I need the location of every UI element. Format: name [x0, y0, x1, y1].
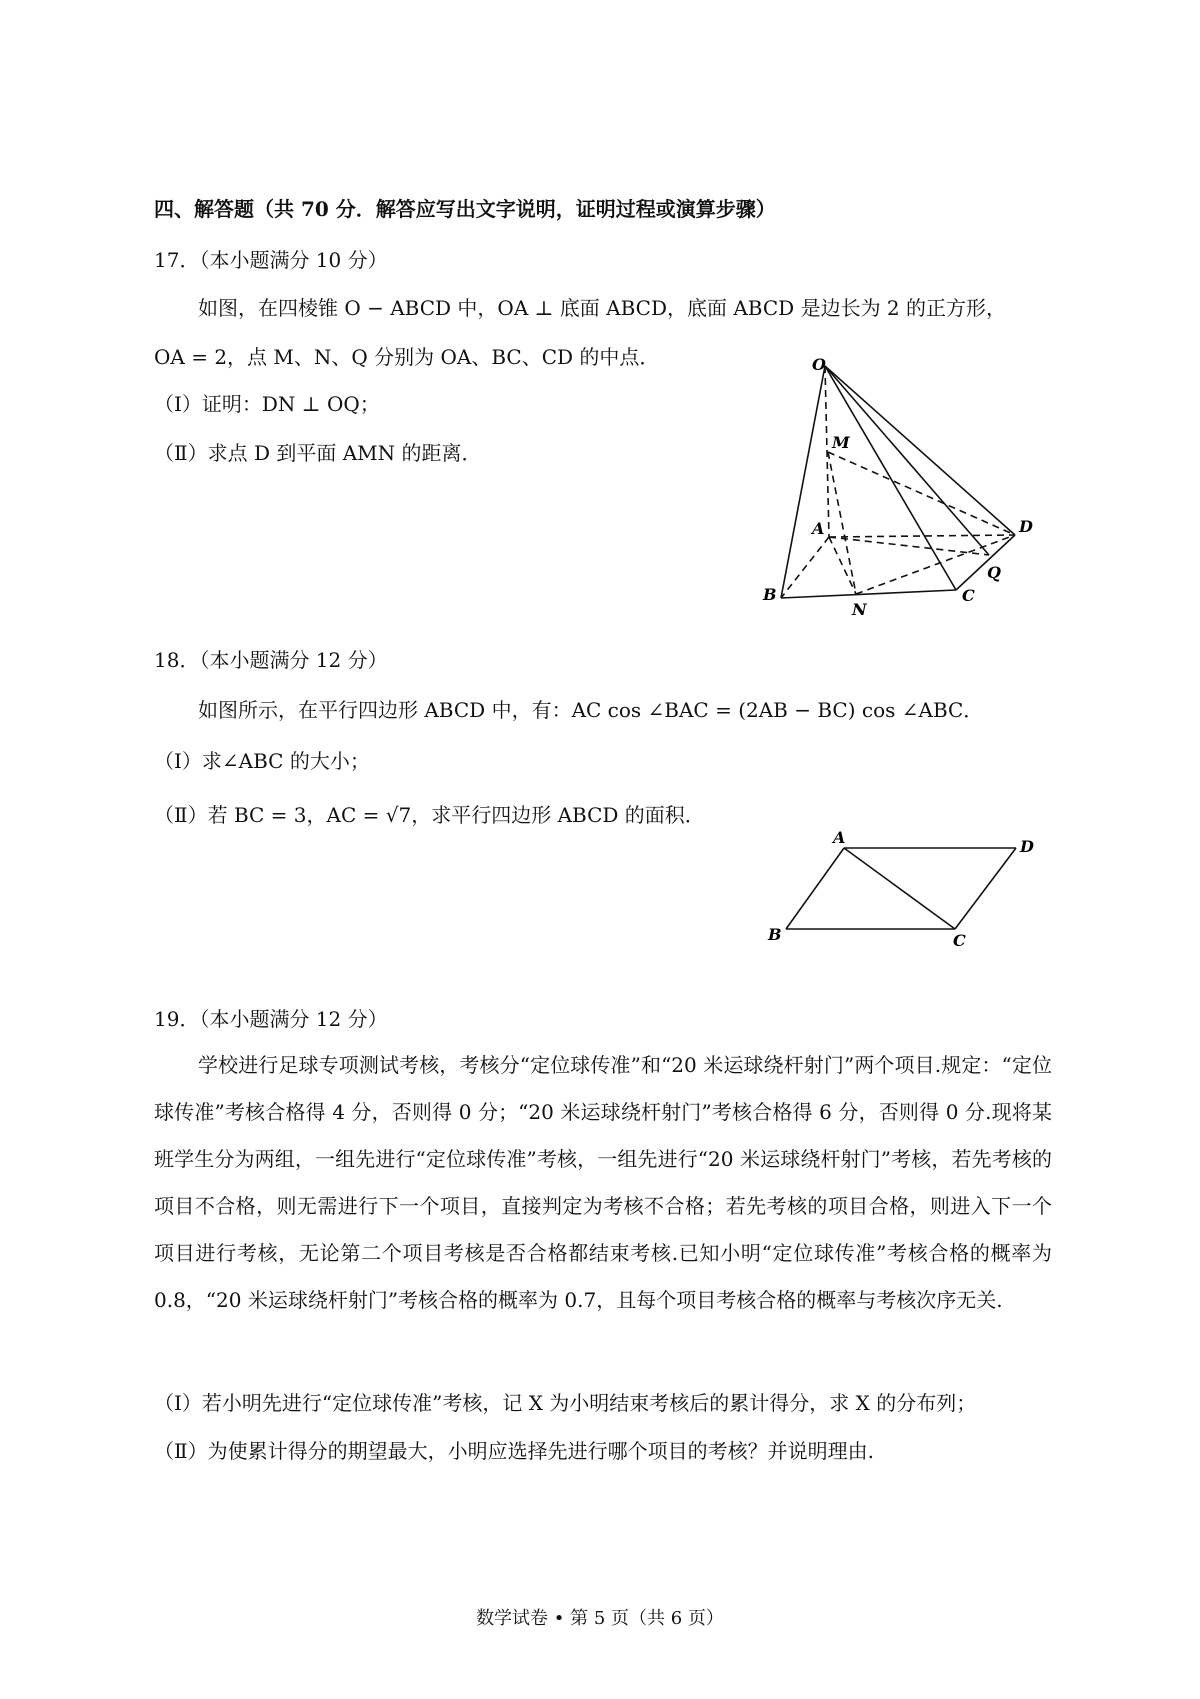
label-D: D [1019, 517, 1033, 536]
q18-part1: （Ⅰ）求∠ABC 的大小； [154, 749, 370, 773]
label-C: C [962, 586, 975, 605]
label-C: C [953, 931, 966, 950]
q17-part2: （Ⅱ）求点 D 到平面 AMN 的距离． [154, 441, 482, 465]
q19-heading: 19．（本小题满分 12 分） [154, 1007, 388, 1031]
q17-pyramid-figure [740, 350, 1040, 620]
edge-CD [956, 535, 1015, 590]
label-N: N [852, 600, 867, 619]
q18-heading: 18．（本小题满分 12 分） [154, 648, 388, 672]
label-O: O [812, 355, 826, 374]
q19-part2: （Ⅱ）为使累计得分的期望最大，小明应选择先进行哪个项目的考核？并说明理由. [154, 1439, 874, 1463]
label-M: M [832, 433, 850, 452]
q17-statement-line1: 如图，在四棱锥 O − ABCD 中，OA ⊥ 底面 ABCD，底面 ABCD 是边长为 2 的正方形， [198, 296, 1007, 320]
q18-part2: （Ⅱ）若 BC = 3，AC = √7，求平行四边形 ABCD 的面积． [154, 803, 705, 827]
q17-heading: 17．（本小题满分 10 分） [154, 248, 388, 272]
edge-CD [955, 848, 1016, 929]
edge-OQ [825, 366, 989, 555]
edge-MN [828, 452, 856, 594]
label-D: D [1020, 837, 1034, 856]
edge-MD [828, 452, 1015, 535]
edge-AB [781, 537, 829, 598]
edge-AB [786, 848, 844, 929]
edge-AD [829, 535, 1015, 537]
page-footer: 数学试卷 • 第 5 页（共 6 页） [476, 1608, 724, 1629]
edge-OC [825, 366, 956, 590]
edge-OB [781, 366, 825, 598]
edge-AN [829, 537, 856, 594]
edge-OD [825, 366, 1015, 535]
label-A: A [833, 828, 846, 847]
label-B: B [768, 925, 782, 944]
diagonal-AC [844, 848, 955, 929]
q17-statement-line2: OA = 2，点 M、N、Q 分别为 OA、BC、CD 的中点． [154, 345, 660, 369]
q19-part1: （Ⅰ）若小明先进行“定位球传准”考核，记 X 为小明结束考核后的累计得分，求 X 的分布列； [154, 1391, 977, 1415]
q17-part1: （Ⅰ）证明：DN ⊥ OQ； [154, 392, 380, 416]
q19-statement: 学校进行足球专项测试考核，考核分“定位球传准”和“20 米运球绕杆射门”两个项目.规定：“定位球传准”考核合格得 4 分，否则得 0 分；“20 米运球绕杆射门”考核合格得 6 分，否则得 0 分.现将某班学生分为两组，一组先进行“定位球传准”考核，一组先进行“20 米运球绕杆射门”考核，若先考核的项目不合格，则无需进行下一个项目，直接判定为考核不合格；若先考核的项目合格，则进入下一个项目进行考核，无论第二个项目考核是否合格都结束考核.已知小明“定位球传准”考核合格的概率为 0.8，“20 米运球绕杆射门”考核合格的概率为 0.7，且每个项目考核合格的概率与考核次序无关. [154, 1053, 1052, 1312]
label-Q: Q [987, 563, 1001, 582]
section-title: 四、解答题（共 70 分．解答应写出文字说明，证明过程或演算步骤） [154, 197, 776, 221]
q18-statement: 如图所示，在平行四边形 ABCD 中，有：AC cos ∠BAC = (2AB − BC) cos ∠ABC． [198, 698, 984, 722]
label-B: B [763, 585, 777, 604]
edge-AQ [829, 537, 989, 555]
edge-BC [781, 590, 956, 598]
label-A: A [812, 519, 825, 538]
q18-parallelogram-figure [760, 825, 1040, 950]
